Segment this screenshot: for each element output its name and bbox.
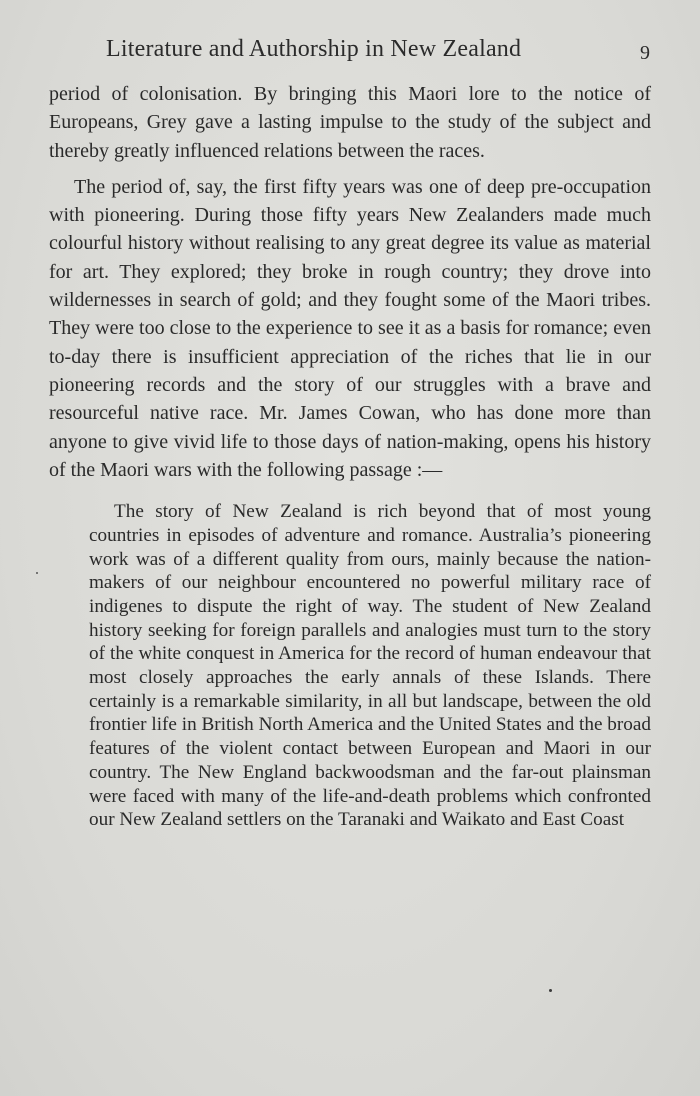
body-text (49, 80, 651, 832)
paper-speck (36, 572, 38, 574)
paragraph-continuation: period of colonisation. By bringing this Maori lore to the notice of Europeans, Grey gave a lasting impulse to the study of the subject and thereby greatly influenced relations between the races. (49, 83, 651, 162)
paper-speck (549, 989, 552, 992)
page-number: 9 (640, 42, 650, 64)
paragraph-pioneering: The period of, say, the first fifty years was one of deep pre-occupation with pioneering. During those fifty years New Zealanders made much colourful history without realising to any great degree its value as material for art. They explored; they broke in rough country; they drove into wildernesses in search of gold; and they fought some of the Maori tribes. They were too close to the experience to see it as a basis for romance; even to-day there is insufficient appreciation of the riches that lie in our pioneering records and the story of our struggles with a brave and resourceful native race. Mr. James Cowan, who has done more than anyone to give vivid life to those days of nation-making, opens his history of the Maori wars with the following passage :— (49, 175, 651, 481)
block-quote: The story of New Zealand is rich beyond that of most young countries in episodes of adventure and romance. Australia’s pioneering work was of a different quality from ours, mainly because the nation-makers of our neighbour encountered no powerful military race of indigenes to dispute the right of way. The student of New Zealand history seeking for foreign parallels and analogies must turn to the story of the white conquest in America for the record of human endeavour that most closely approaches the early annals of these Islands. There certainly is a remarkable similarity, in all but landscape, between the old frontier life in British North America and the United States and the broad features of the violent contact between European and Maori in our country. The New England backwoodsman and the far-out plainsman were faced with many of the life-and-death problems which confronted our New Zealand settlers on the Taranaki and Waikato and East Coast (89, 501, 651, 831)
running-head (50, 36, 652, 68)
running-title: Literature and Authorship in New Zealand (106, 36, 522, 62)
